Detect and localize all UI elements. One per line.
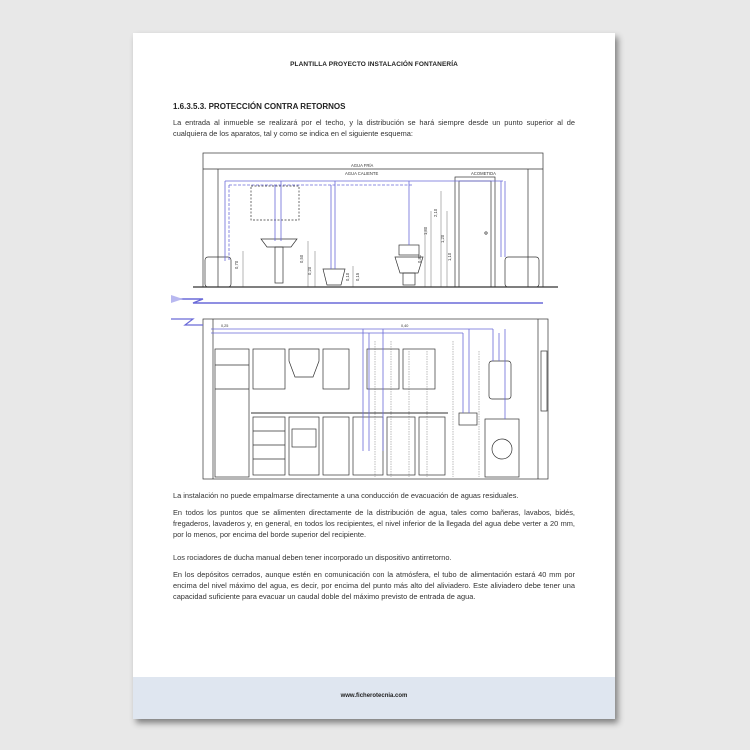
hot-water-pipe — [229, 185, 413, 261]
label-sanitary: ACOMETIDA — [471, 171, 496, 176]
dim-label: 0,10 — [345, 272, 350, 281]
paragraph-3: Los rociadores de ducha manual deben tener incorporado un dispositivo antirretorno. — [173, 553, 452, 562]
paragraph-1: La instalación no puede empalmarse directamente a una conducción de evacuación de aguas residuales. — [173, 491, 519, 500]
water-heater — [489, 361, 511, 399]
label-cold-water: AGUA FRÍA — [351, 163, 374, 168]
dim-label: 0,20 — [307, 266, 312, 275]
cold-water-pipe — [225, 181, 503, 261]
sink — [459, 413, 477, 425]
page-footer — [133, 677, 615, 719]
washbasin — [261, 239, 297, 247]
paragraph-4: En los depósitos cerrados, aunque estén en comunicación con la atmósfera, el tubo de alimentación estará 40 mm por encima del nivel máximo del agua, es decir, por encima del punto más alto del aliviadero. Este aliviadero debe tener una capacidad suficiente para evacuar un caudal doble del máximo previsto de entrada de agua. — [173, 570, 575, 601]
bathtub-right — [505, 257, 539, 287]
lower-cabinet — [253, 417, 285, 475]
footer-url[interactable]: www.ficherotecnia.com — [340, 693, 408, 699]
document-page — [133, 33, 615, 719]
dim-label: 0,40 — [401, 324, 409, 328]
kitchen-supply-pipes — [211, 329, 493, 333]
dim-label: 0,70 — [234, 260, 239, 269]
dim-label: 0,80 — [417, 254, 422, 263]
paragraph-2: En todos los puntos que se alimenten directamente de la distribución de agua, tales como bañeras, lavabos, bidés, fregaderos, lavaderos y, en general, en todos los recipientes, el nivel inferior de la llegada del agua debe verter a 20 mm, por lo menos, por encima del borde superior del recipiente. — [173, 508, 575, 539]
drain-line — [171, 299, 543, 303]
oven — [289, 417, 319, 475]
dim-label: 0,15 — [355, 272, 360, 281]
plumbing-diagram — [163, 151, 593, 486]
dim-label: 2,10 — [433, 208, 438, 217]
dim-label: 0,50 — [299, 254, 304, 263]
dim-label: 0,25 — [221, 324, 229, 328]
header-title: PLANTILLA PROYECTO INSTALACIÓN FONTANERÍA — [290, 61, 458, 68]
upper-cabinet — [253, 349, 285, 389]
door — [455, 177, 495, 287]
washing-machine — [485, 419, 519, 477]
dim-label: 1,10 — [447, 252, 452, 261]
window — [541, 351, 547, 411]
section-title: 1.6.3.5.3. PROTECCIÓN CONTRA RETORNOS — [173, 102, 346, 111]
dim-label: 1,20 — [440, 234, 445, 243]
bidet — [323, 269, 345, 285]
toilet-tank — [399, 245, 419, 255]
intro-paragraph: La entrada al inmueble se realizará por el techo, y la distribución se hará siempre desde un punto superior al de cualquiera de los aparatos, tal y como se indica en el siguiente esquema: — [173, 118, 575, 138]
extractor-hood — [289, 349, 319, 377]
label-hot-water: AGUA CALIENTE — [345, 171, 379, 176]
dim-label: 1,80 — [423, 226, 428, 235]
fridge — [215, 349, 249, 477]
